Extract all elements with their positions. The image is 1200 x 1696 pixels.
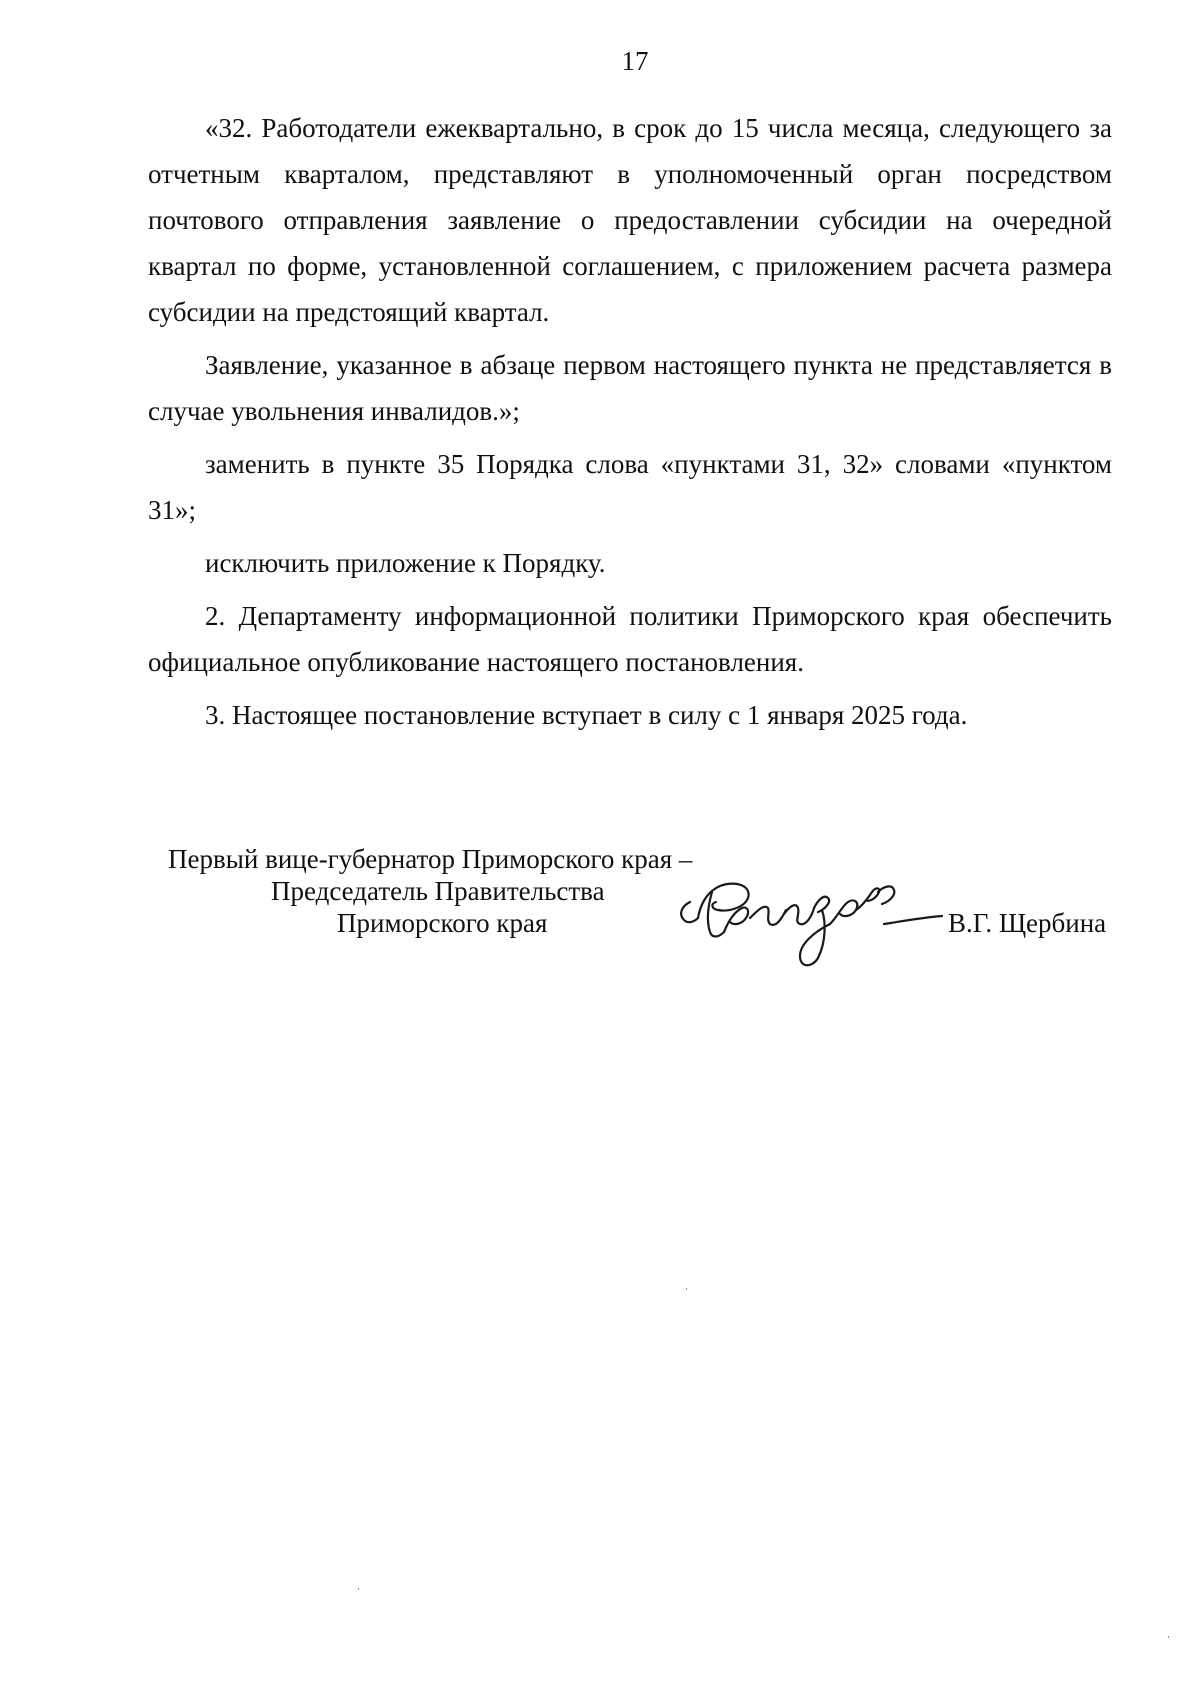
paragraph-exclude-appendix: исключить приложение к Порядку. [205,548,606,578]
signer-name: В.Г. Щербина [948,908,1107,938]
paragraph-application-exception: Заявление, указанное в абзаце первом настоящего пункта не представляется в случае увольнения инвалидов.»; [148,350,1112,426]
paragraph-clause-32: «32. Работодатели ежеквартально, в срок до 15 числа месяца, следующего за отчетным кварталом, представляют в уполномоченный орган посредством почтового отправления заявление о предоставлении субсидии на очередной квартал по форме, установленной соглашением, с приложением расчета размера субсидии на предстоящий квартал. [148,113,1112,327]
scan-speck [1168,1636,1169,1638]
position-line: Приморского края [337,908,548,938]
paragraph-effective-date: 3. Настоящее постановление вступает в силу с 1 января 2025 года. [205,700,968,730]
document-body [148,105,1112,745]
scan-speck [358,1588,359,1590]
paragraph-publication: 2. Департаменту информационной политики Приморского края обеспечить официальное опубликование настоящего постановления. [148,601,1112,677]
handwritten-signature-icon [672,862,962,992]
position-line: Первый вице-губернатор Приморского края – [168,844,693,874]
scan-speck [686,1288,687,1290]
paragraph-replace-words: заменить в пункте 35 Порядка слова «пунктами 31, 32» словами «пунктом 31»; [148,449,1112,525]
position-line: Председатель Правительства [271,876,605,906]
page-number: 17 [621,46,649,76]
